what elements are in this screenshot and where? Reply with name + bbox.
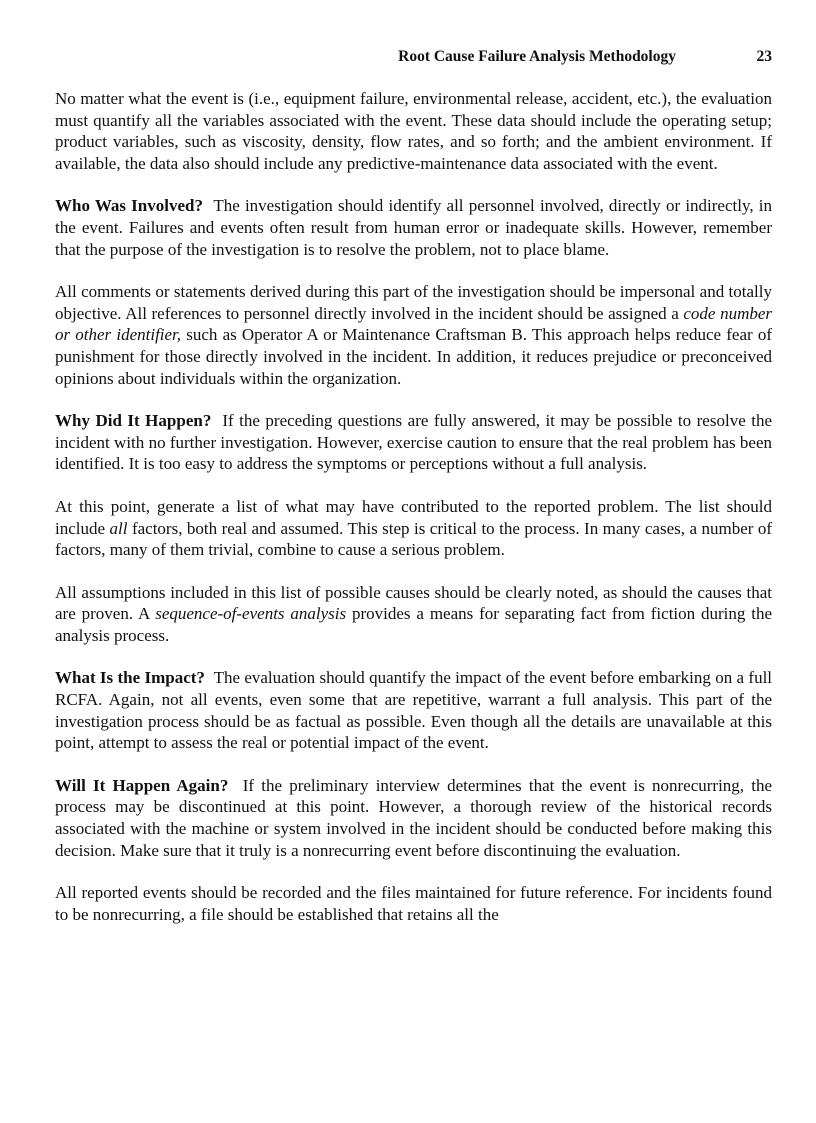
running-header — [55, 44, 772, 70]
paragraph — [55, 582, 772, 647]
section-run-in-heading: Will It Happen Again? — [55, 775, 229, 795]
paragraph — [55, 410, 772, 475]
paragraph — [55, 88, 772, 174]
paragraph-text: If the preliminary interview determines that the event is nonrecurring, the process may be discontinued at this point. However, a thorough review of the historical records associated with the machine or system involved in the incident should be conducted before making this decision. Make sure that it truly is a nonrecurring event before discontinuing the evaluation. — [55, 775, 773, 860]
document-page — [55, 44, 772, 946]
paragraph-text: provides a means for separating fact from fiction during the analysis process. — [55, 604, 773, 645]
paragraph-text: such as Operator A or Maintenance Craftsman B. This approach helps reduce fear of punishment for those directly involved in the incident. In addition, it reduces prejudice or preconceived opinions about individuals within the organization. — [55, 325, 772, 388]
emphasis-text: sequence-of-events analysis — [155, 604, 347, 624]
paragraph-text: No matter what the event is (i.e., equipment failure, environmental release, accident, etc.), the evaluation must quantify all the variables associated with the event. These data should include the operating setup; product variables, such as viscosity, density, flow rates, and so forth; and the ambient environment. If available, the data also should include any predictive-maintenance data associated with the event. — [55, 89, 772, 173]
section-run-in-heading: Why Did It Happen? — [55, 411, 212, 431]
paragraph-text: The evaluation should quantify the impact of the event before embarking on a full RCFA. Again, not all events, even some that are repetitive, warrant a full analysis. This part of the investigation process should be as factual as possible. Even though all the details are unavailable at this point, attempt to assess the real or potential impact of the event. — [55, 668, 773, 753]
paragraph-text: All reported events should be recorded and the files maintained for future reference. For incidents found to be nonrecurring, a file should be established that retains all the — [55, 883, 772, 924]
section-run-in-heading: Who Was Involved? — [55, 196, 203, 216]
emphasis-text: all — [109, 518, 128, 538]
paragraph-text: All comments or statements derived during this part of the investigation should be impersonal and totally objective. All references to personnel directly involved in the incident should be assigned a — [55, 282, 772, 323]
paragraph-text: At this point, generate a list of what may have contributed to the reported problem. The list should include — [55, 496, 772, 538]
paragraph — [55, 496, 772, 561]
paragraph-text: If the preceding questions are fully answered, it may be possible to resolve the incident with no further investigation. However, exercise caution to ensure that the real problem has been identified. It is too easy to address the symptoms or perceptions without a full analysis. — [55, 411, 773, 474]
paragraph — [55, 195, 772, 260]
running-title: Root Cause Failure Analysis Methodology — [398, 48, 676, 65]
paragraph — [55, 882, 772, 925]
paragraph-text: All assumptions included in this list of possible causes should be clearly noted, as should the causes that are proven. A — [55, 582, 772, 624]
body-text — [55, 88, 772, 925]
emphasis-text: code number or other identifier, — [55, 303, 773, 345]
paragraph — [55, 281, 772, 389]
paragraph — [55, 775, 772, 861]
section-run-in-heading: What Is the Impact? — [55, 668, 205, 688]
paragraph-text: factors, both real and assumed. This step is critical to the process. In many cases, a number of factors, many of them trivial, combine to cause a serious problem. — [55, 518, 773, 560]
paragraph — [55, 667, 772, 753]
paragraph-text: The investigation should identify all personnel involved, directly or indirectly, in the event. Failures and events often result from human error or inadequate skills. However, remember that the purpose of the investigation is to resolve the problem, not to place blame. — [55, 196, 773, 259]
page-number: 23 — [756, 48, 772, 65]
